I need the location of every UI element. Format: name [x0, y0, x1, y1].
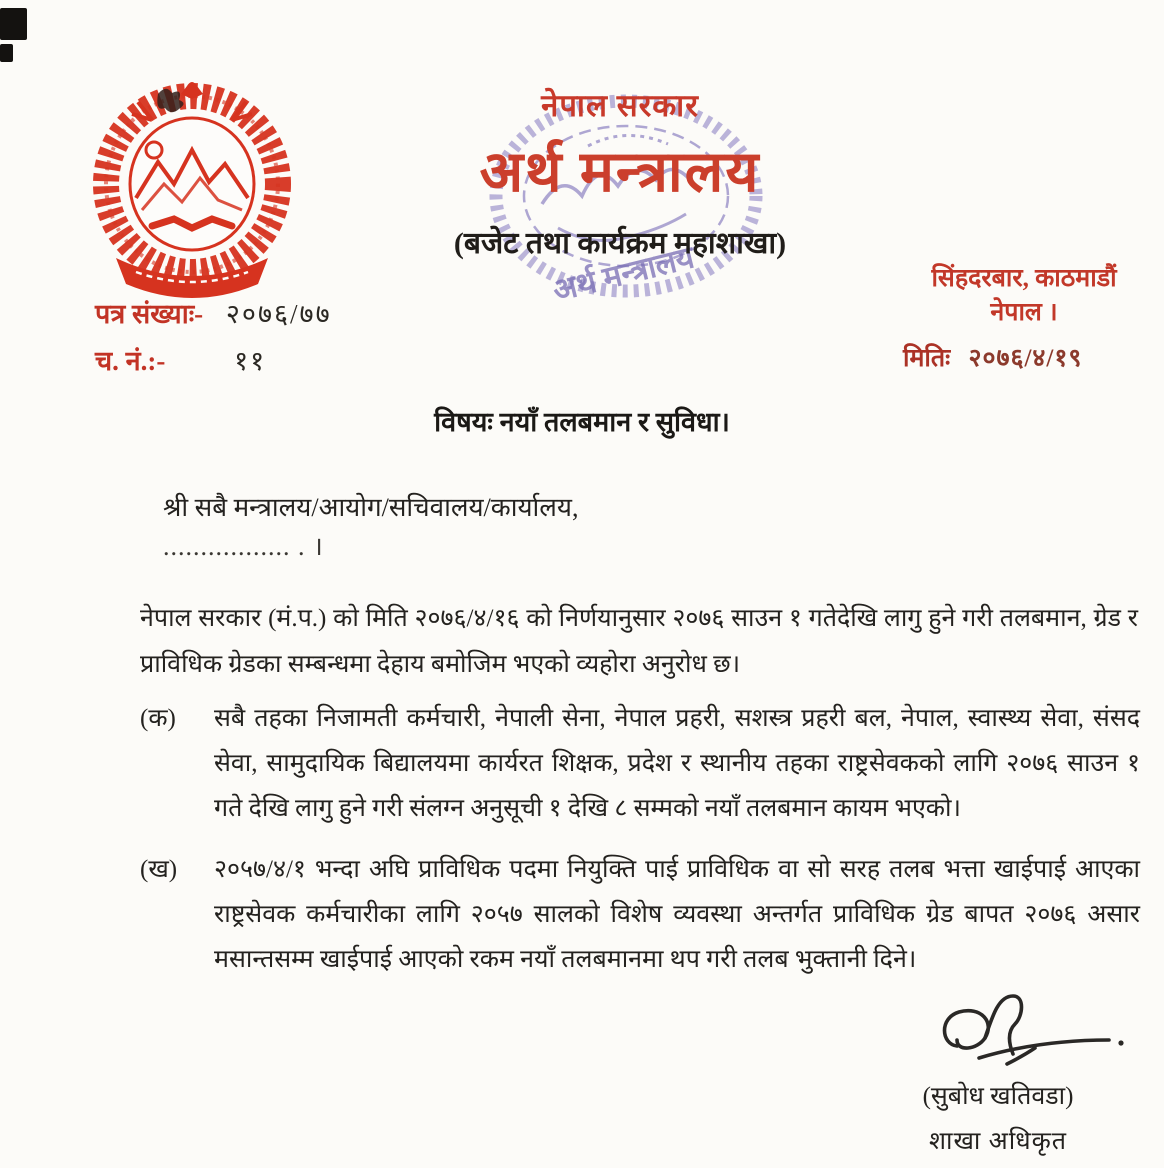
signatory-name: (सुबोध खतिवडा): [922, 1083, 1074, 1110]
dispatch-number-row: [95, 341, 332, 388]
subject-line: विषयः नयाँ तलबमान र सुविधा।: [434, 407, 730, 437]
nepal-government-emblem-icon: [92, 80, 292, 298]
salutation-dotted-line: ................. . ।: [163, 532, 324, 561]
signatory-title: शाखा अधिकृत: [928, 1128, 1068, 1155]
dispatch-number-label: च. नं.:-: [95, 346, 166, 376]
government-name: नेपाल सरकार: [541, 88, 699, 123]
list-item-ka: [140, 696, 1140, 831]
date-value: २०७६/४/१९: [968, 345, 1083, 372]
dispatch-number-value: ११: [234, 346, 267, 376]
list-item-kha: [140, 847, 1140, 982]
letter-number-value: २०७६/७७: [225, 299, 332, 329]
body-items: [140, 696, 1140, 998]
item-label: (ख): [140, 856, 178, 883]
letterhead: [350, 84, 890, 262]
letter-number-label: पत्र संख्याः-: [95, 299, 204, 329]
scan-artifact: [0, 44, 13, 62]
item-label: (क): [140, 705, 176, 732]
item-text: २०५७/४/१ भन्दा अघि प्राविधिक पदमा नियुक्ति पाई प्राविधिक वा सो सरह तलब भत्ता खाईपाई आएका राष्ट्रसेवक कर्मचारीका लागि २०५७ सालको विशेष व्यवस्था अन्तर्गत प्राविधिक ग्रेड बापत २०७६ असार मसान्तसम्म खाईपाई आएको रकम नयाँ तलबमानमा थप गरी तलब भुक्तानी दिने।: [214, 856, 1140, 973]
handwritten-signature: [923, 988, 1141, 1080]
salutation-line: श्री सबै मन्त्रालय/आयोग/सचिवालय/कार्यालय,: [163, 493, 579, 522]
item-text: सबै तहका निजामती कर्मचारी, नेपाली सेना, नेपाल प्रहरी, सशस्त्र प्रहरी बल, नेपाल, स्वास्थ्य सेवा, संसद सेवा, सामुदायिक बिद्यालयमा कार्यरत शिक्षक, प्रदेश र स्थानीय तहका राष्ट्रसेवकको लागि २०७६ साउन १ गते देखि लागु हुने गरी संलग्न अनुसूची १ देखि ८ सम्मको नयाँ तलबमान कायम भएको।: [214, 705, 1140, 822]
address-line1: सिंहदरबार, काठमाडौं: [931, 265, 1117, 292]
letter-number-row: [95, 294, 332, 341]
reference-block: [95, 294, 332, 388]
signatory-block: [898, 1078, 1098, 1157]
intro-paragraph: नेपाल सरकार (मं.प.) को मिति २०७६/४/१६ को निर्णयानुसार २०७६ साउन १ गतेदेखि लागु हुने गरी तलबमान, ग्रेड र प्राविधिक ग्रेडका सम्बन्धमा देहाय बमोजिम भएको व्यहोरा अनुरोध छ।: [140, 605, 1138, 678]
scan-artifact: [0, 8, 27, 40]
stamp-text: अर्थ मन्त्रालय: [549, 239, 698, 309]
ministry-name: अर्थ मन्त्रालय: [479, 141, 761, 204]
date-label: मितिः: [903, 345, 951, 372]
date-line: [903, 340, 1082, 374]
office-address: [893, 262, 1155, 330]
department-name: (बजेट तथा कार्यक्रम महाशाखा): [453, 227, 787, 260]
address-line2: नेपाल ।: [990, 299, 1058, 326]
